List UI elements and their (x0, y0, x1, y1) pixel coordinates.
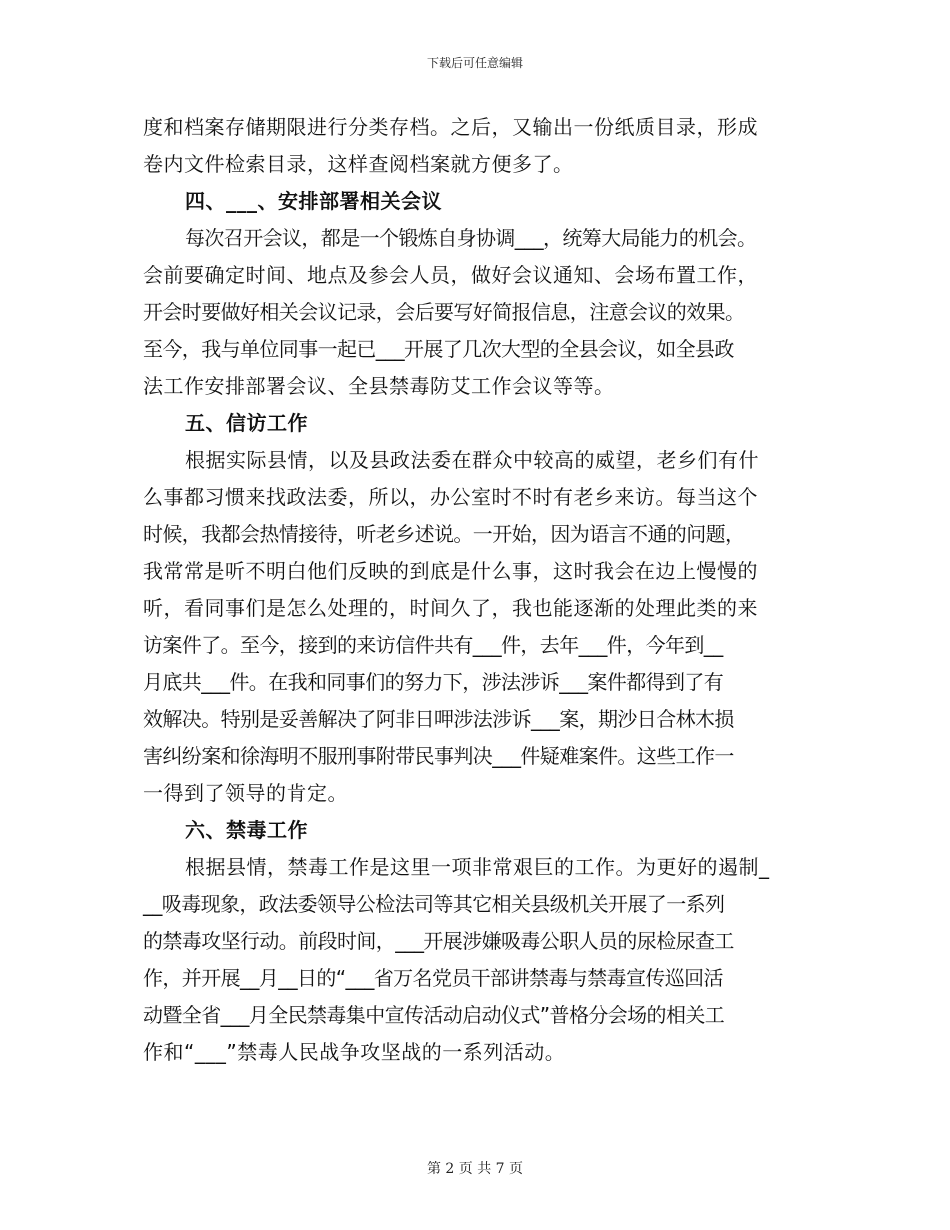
paragraph-line: 法工作安排部署会议、全县禁毒防艾工作会议等等。 (143, 374, 615, 398)
paragraph-line: 每次召开会议，都是一个锻炼自身协调___，统筹大局能力的机会。 (185, 226, 757, 250)
paragraph-line: 作，并开展__月__日的“___省万名党员干部讲禁毒与禁毒宣传巡回活 (143, 966, 723, 990)
paragraph-line: 效解决。特别是妥善解决了阿非日呷涉法涉诉___案，期沙日合林木损 (143, 707, 734, 731)
paragraph-line: 一得到了领导的肯定。 (143, 781, 348, 805)
paragraph-line: 么事都习惯来找政法委，所以，办公室时不时有老乡来访。每当这个 (143, 485, 758, 509)
paragraph-line: 根据县情，禁毒工作是这里一项非常艰巨的工作。为更好的遏制_ (185, 855, 770, 879)
paragraph-line: 听，看同事们是怎么处理的，时间久了，我也能逐渐的处理此类的来 (143, 596, 758, 620)
page-header: 下载后可任意编辑 (426, 56, 523, 70)
paragraph-line: 时候，我都会热情接待，听老乡述说。一开始，因为语言不通的问题， (143, 522, 745, 546)
document-body (143, 109, 818, 1071)
page-footer: 第 2 页 共 7 页 (426, 1161, 524, 1177)
paragraph-line: 害纠纷案和徐海明不服刑事附带民事判决___件疑难案件。这些工作一 (143, 744, 734, 768)
paragraph-line: 根据实际县情，以及县政法委在群众中较高的威望，老乡们有什 (185, 448, 759, 472)
paragraph-line: 度和档案存储期限进行分类存档。之后，又输出一份纸质目录，形成 (143, 115, 758, 139)
paragraph-line: 开会时要做好相关会议记录，会后要写好简报信息，注意会议的效果。 (143, 300, 745, 324)
paragraph-line: 我常常是听不明白他们反映的到底是什么事，这时我会在边上慢慢的 (143, 559, 758, 583)
paragraph-line: __吸毒现象，政法委领导公检法司等其它相关县级机关开展了一系列 (143, 892, 725, 916)
section-heading: 五、信访工作 (185, 411, 308, 435)
paragraph-line: 至今，我与单位同事一起已___开展了几次大型的全县会议，如全县政 (143, 337, 734, 361)
paragraph-line: 动暨全省___月全民禁毒集中宣传活动启动仪式”普格分会场的相关工 (143, 1003, 725, 1027)
paragraph-line: 会前要确定时间、地点及参会人员，做好会议通知、会场布置工作， (143, 263, 758, 287)
paragraph-line: 访案件了。至今，接到的来访信件共有___件，去年___件，今年到__ (143, 633, 723, 657)
paragraph-line: 的禁毒攻坚行动。前段时间，___开展涉嫌吸毒公职人员的尿检尿查工 (143, 929, 734, 953)
paragraph-line: 月底共___件。在我和同事们的努力下，涉法涉诉___案件都得到了有 (143, 670, 724, 694)
paragraph-line: 作和“___”禁毒人民战争攻坚战的一系列活动。 (143, 1040, 566, 1064)
paragraph-line: 卷内文件检索目录，这样查阅档案就方便多了。 (143, 152, 574, 176)
section-heading: 六、禁毒工作 (185, 818, 308, 842)
section-heading: 四、___、安排部署相关会议 (185, 189, 442, 213)
